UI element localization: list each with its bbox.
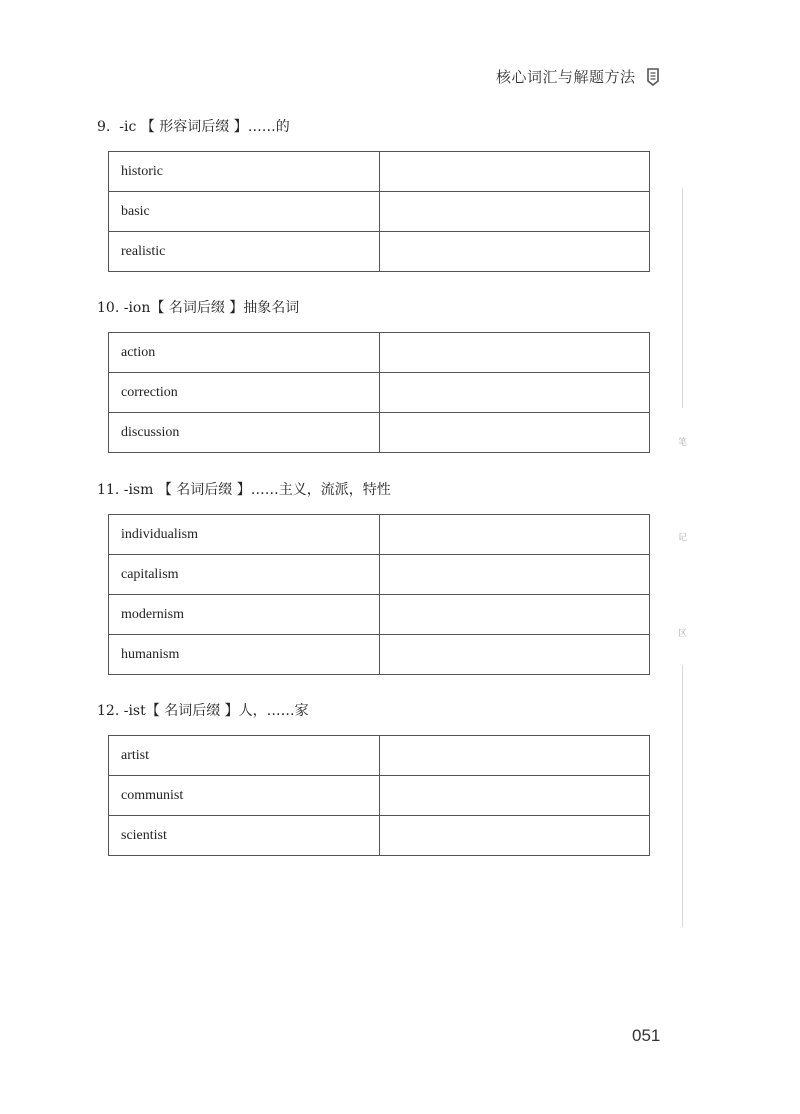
table-row — [109, 736, 650, 776]
section-number: 12. — [97, 703, 120, 719]
word-cell: scientist — [109, 816, 380, 856]
answer-blank — [380, 333, 650, 373]
answer-blank — [380, 413, 650, 453]
word-cell: correction — [109, 373, 380, 413]
word-cell: capitalism — [109, 555, 380, 595]
table-row — [109, 373, 650, 413]
suffix-meaning: ……的 — [247, 119, 290, 135]
bookmark-badge-icon — [646, 68, 660, 86]
vocab-table-10 — [108, 332, 650, 453]
table-row — [109, 816, 650, 856]
section-number: 11. — [97, 482, 120, 498]
notes-label-char: 记 — [678, 533, 688, 543]
answer-blank — [380, 635, 650, 675]
section-title-9 — [97, 116, 290, 136]
suffix-category: 【 名词后缀 】 — [157, 482, 251, 498]
suffix-category: 【 名词后缀 】 — [150, 300, 244, 316]
suffix-meaning: ……主义，流派，特性 — [250, 482, 391, 498]
notes-label-char: 笔 — [678, 438, 688, 448]
notes-margin-line-bottom — [682, 665, 683, 927]
page-number: 051 — [632, 1026, 661, 1045]
word-cell: historic — [109, 152, 380, 192]
table-row — [109, 635, 650, 675]
running-header: 核心词汇与解题方法 — [496, 68, 636, 86]
answer-blank — [380, 232, 650, 272]
answer-blank — [380, 373, 650, 413]
answer-blank — [380, 736, 650, 776]
vocab-table-9 — [108, 151, 650, 272]
answer-blank — [380, 595, 650, 635]
section-number: 10. — [97, 300, 120, 316]
section-title-12 — [97, 700, 309, 720]
word-cell: action — [109, 333, 380, 373]
answer-blank — [380, 515, 650, 555]
table-row — [109, 192, 650, 232]
suffix-meaning: 人，……家 — [238, 703, 309, 719]
answer-blank — [380, 555, 650, 595]
section-title-10 — [97, 297, 299, 317]
notes-margin-line-top — [682, 188, 683, 408]
suffix-category: 【 名词后缀 】 — [145, 703, 239, 719]
word-cell: individualism — [109, 515, 380, 555]
suffix: -ist — [123, 703, 146, 719]
table-row — [109, 232, 650, 272]
word-cell: humanism — [109, 635, 380, 675]
table-row — [109, 555, 650, 595]
table-row — [109, 152, 650, 192]
answer-blank — [380, 192, 650, 232]
table-row — [109, 776, 650, 816]
answer-blank — [380, 776, 650, 816]
vocab-table-11 — [108, 514, 650, 675]
word-cell: discussion — [109, 413, 380, 453]
table-row — [109, 333, 650, 373]
word-cell: artist — [109, 736, 380, 776]
word-cell: realistic — [109, 232, 380, 272]
table-row — [109, 515, 650, 555]
word-cell: communist — [109, 776, 380, 816]
word-cell: modernism — [109, 595, 380, 635]
table-row — [109, 413, 650, 453]
suffix: -ism — [123, 482, 154, 498]
section-title-11 — [97, 479, 391, 499]
suffix-meaning: 抽象名词 — [243, 300, 300, 316]
answer-blank — [380, 816, 650, 856]
suffix: -ion — [123, 300, 151, 316]
suffix: -ic — [119, 119, 137, 135]
section-number: 9. — [97, 119, 111, 135]
answer-blank — [380, 152, 650, 192]
notes-label-char: 区 — [678, 629, 688, 639]
suffix-category: 【 形容词后缀 】 — [140, 119, 248, 135]
word-cell: basic — [109, 192, 380, 232]
table-row — [109, 595, 650, 635]
vocab-table-12 — [108, 735, 650, 856]
